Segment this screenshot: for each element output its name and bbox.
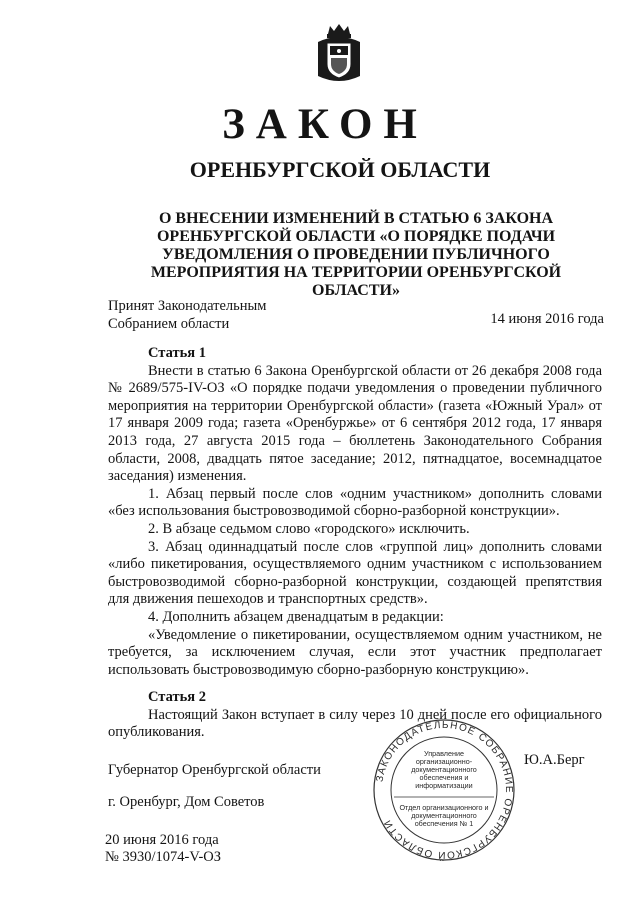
adoption-block: [108, 297, 266, 333]
article-1-item-4: 4. Дополнить абзацем двенадцатым в редакции:: [148, 608, 444, 625]
signing-place: г. Оренбург, Дом Советов: [108, 794, 265, 810]
article-2-text: Настоящий Закон вступает в силу через 10 дней после его официального опубликования.: [108, 706, 602, 741]
law-subtitle: О ВНЕСЕНИИ ИЗМЕНЕНИЙ В СТАТЬЮ 6 ЗАКОНА ОРЕНБУРГСКОЙ ОБЛАСТИ «О ПОРЯДКЕ ПОДАЧИ УВЕДОМЛЕНИЯ О ПРОВЕДЕНИИ ПУБЛИЧНОГО МЕРОПРИЯТИЯ НА ТЕРРИТОРИИ ОРЕНБУРГСКОЙ ОБЛАСТИ»: [150, 210, 562, 299]
article-2: [108, 689, 602, 742]
law-date-block: [105, 832, 221, 866]
seal-inner-top: Управление организационно-документационного обеспечения и информатизации: [411, 749, 477, 790]
article-1-item-2: 2. В абзаце седьмом слово «городского» исключить.: [148, 520, 470, 537]
article-1-quote: «Уведомление о пикетировании, осуществляемом одним участником, не требуется, за исключением случая, если этот участник предполагает использовать быстровозводимую сборно-разборную конструкцию».: [108, 626, 602, 678]
article-1-item-1: 1. Абзац первый после слов «одним участником» дополнить словами «без использования быстровозводимой сборно-разборной конструкции».: [108, 485, 602, 520]
article-1-intro: Внести в статью 6 Закона Оренбургской области от 26 декабря 2008 года № 2689/575-IV-ОЗ «О порядке подачи уведомления о проведении публичного мероприятия на территории Оренбургской области» (газета «Южный Урал» от 17 января 2009 года; газета «Оренбуржье» от 6 сентября 2012 года, 17 января 2013 года, 27 августа 2015 года – бюллетень Законодательного Собрания области, 2008, двадцать пятое заседание; 2012, пятнадцатое, восемнадцатое заседания) изменения.: [108, 362, 602, 485]
document-title: ЗАКОН: [222, 101, 428, 148]
adoption-date: 14 июня 2016 года: [490, 311, 604, 327]
signatory-position: Губернатор Оренбургской области: [108, 762, 321, 778]
coat-of-arms-icon: [316, 24, 362, 86]
law-date: 20 июня 2016 года: [105, 832, 219, 848]
official-seal: [372, 717, 516, 863]
law-number: № 3930/1074-V-ОЗ: [105, 849, 222, 865]
adoption-line-1: Принят Законодательным: [108, 298, 267, 314]
seal-inner-bottom: Отдел организационного и документационного обеспечения № 1: [399, 803, 489, 828]
article-2-heading: Статья 2: [148, 689, 206, 705]
article-1-item-3: 3. Абзац одиннадцатый после слов «группой лиц» дополнить словами «либо пикетирования, осуществляемого одним участником с использованием быстровозводимой сборно-разборной конструкции, создающей препятствия для движения пешеходов и транспортных средств».: [108, 538, 602, 608]
article-1-heading: Статья 1: [148, 345, 206, 361]
article-1: [108, 345, 602, 679]
signatory-name: Ю.А.Берг: [524, 752, 585, 768]
adoption-line-2: Собранием области: [108, 316, 230, 332]
seal-ring-text: ЗАКОНОДАТЕЛЬНОЕ СОБРАНИЕ ОРЕНБУРГСКОЙ ОБЛАСТИ: [374, 719, 515, 861]
region-title: ОРЕНБУРГСКОЙ ОБЛАСТИ: [189, 157, 491, 182]
